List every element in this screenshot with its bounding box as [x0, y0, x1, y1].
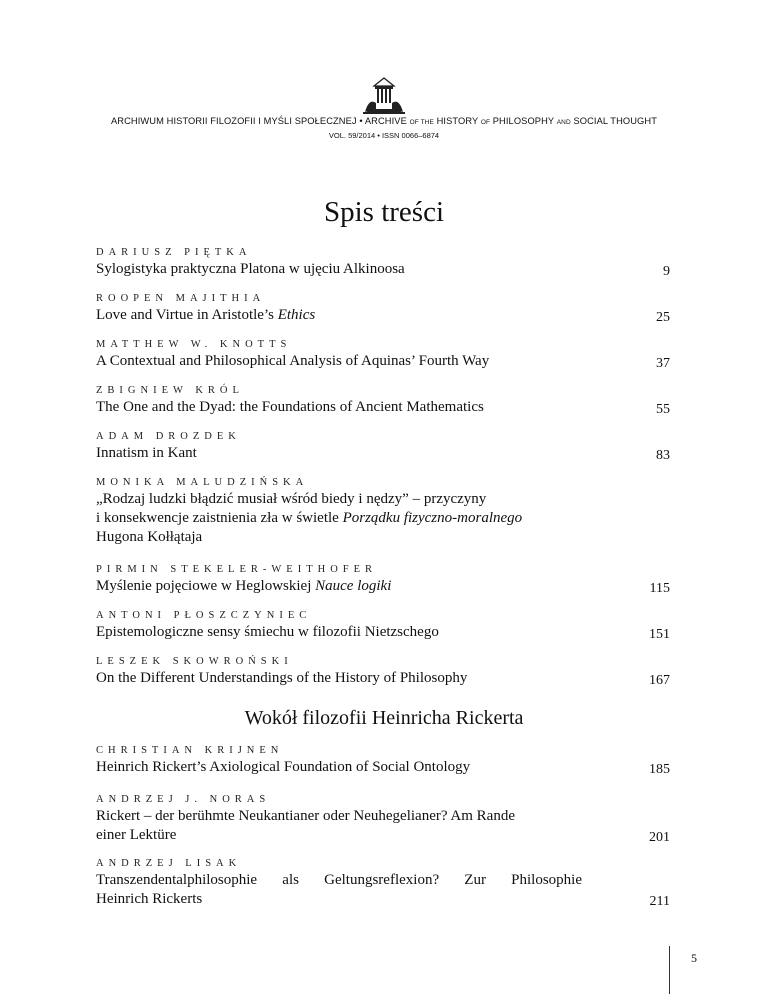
- entry-author: ANDRZEJ LISAK: [96, 858, 242, 869]
- entry-page: 55: [656, 402, 670, 417]
- entry-title[interactable]: A Contextual and Philosophical Analysis of Aquinas’ Fourth Way: [96, 353, 490, 369]
- entry-author: LESZEK SKOWROŃSKI: [96, 656, 293, 667]
- toc-entry[interactable]: [96, 338, 670, 371]
- entry-author: MONIKA MALUDZIŃSKA: [96, 477, 309, 488]
- toc-entry[interactable]: [96, 430, 670, 463]
- journal-logo-icon: [361, 76, 407, 116]
- toc-entry[interactable]: [96, 655, 670, 688]
- entry-page: 167: [649, 673, 670, 688]
- toc-entry[interactable]: [96, 563, 670, 596]
- volume-issn: VOL. 59/2014 • ISSN 0066–6874: [328, 131, 440, 140]
- toc-entry[interactable]: [96, 609, 670, 642]
- entry-page: 25: [656, 310, 670, 325]
- section-title: Wokół filozofii Heinricha Rickerta: [244, 707, 524, 729]
- entry-title-line[interactable]: Heinrich Rickerts: [96, 891, 203, 907]
- entry-title[interactable]: Myślenie pojęciowe w Heglowskiej Nauce logiki: [96, 578, 392, 594]
- entry-title[interactable]: Innatism in Kant: [96, 445, 197, 461]
- entry-title[interactable]: Sylogistyka praktyczna Platona w ujęciu Alkinoosa: [96, 261, 405, 277]
- entry-page: 185: [649, 762, 670, 777]
- toc-entry[interactable]: [96, 384, 670, 417]
- toc-title: Spis treści: [323, 196, 445, 228]
- page-number: 5: [691, 951, 697, 965]
- toc-entry[interactable]: [96, 292, 670, 325]
- toc-entry[interactable]: [96, 744, 670, 777]
- journal-name: ARCHIWUM HISTORII FILOZOFII I MYŚLI SPOŁECZNEJ • ARCHIVE OF THE HISTORY OF PHILOSOPHY AND SOCIAL THOUGHT: [111, 116, 657, 126]
- entry-page: 37: [656, 356, 670, 371]
- entry-title-line[interactable]: Hugona Kołłątaja: [96, 529, 203, 545]
- entry-page: 115: [649, 581, 670, 596]
- entry-page: 201: [649, 830, 670, 845]
- entry-author: ANTONI PŁOSZCZYNIEC: [96, 610, 312, 621]
- entry-title[interactable]: The One and the Dyad: the Foundations of Ancient Mathematics: [96, 399, 484, 415]
- entry-page: 9: [663, 264, 670, 279]
- margin-rule: [669, 946, 670, 994]
- entry-author: ZBIGNIEW KRÓL: [96, 385, 244, 396]
- entry-page: 83: [656, 448, 670, 463]
- entry-author: DARIUSZ PIĘTKA: [96, 247, 252, 258]
- toc-entry[interactable]: [96, 246, 670, 279]
- entry-author: ADAM DROZDEK: [96, 431, 241, 442]
- toc-entry[interactable]: [96, 476, 670, 547]
- entry-title[interactable]: Heinrich Rickert’s Axiological Foundation of Social Ontology: [96, 759, 471, 775]
- entry-author: MATTHEW W. KNOTTS: [96, 339, 292, 350]
- toc-entry[interactable]: [96, 857, 670, 909]
- toc-entry[interactable]: [96, 793, 670, 845]
- entry-title[interactable]: On the Different Understandings of the History of Philosophy: [96, 670, 468, 686]
- entry-page: 211: [649, 894, 670, 909]
- entry-title[interactable]: Love and Virtue in Aristotle’s Ethics: [96, 307, 316, 323]
- entry-author: ROOPEN MAJITHIA: [96, 293, 266, 304]
- entry-author: ANDRZEJ J. NORAS: [96, 794, 271, 805]
- entry-title-line[interactable]: Transzendentalphilosophie als Geltungsreflexion? Zur Philosophie: [96, 872, 582, 888]
- entry-title[interactable]: Epistemologiczne sensy śmiechu w filozofii Nietzschego: [96, 624, 439, 640]
- entry-page: 151: [649, 627, 670, 642]
- entry-title-line[interactable]: Rickert – der berühmte Neukantianer oder Neuhegelianer? Am Rande: [96, 808, 515, 824]
- entry-title-line[interactable]: „Rodzaj ludzki błądzić musiał wśród biedy i nędzy” – przyczyny: [96, 491, 487, 507]
- entry-title-line[interactable]: i konsekwencje zaistnienia zła w świetle Porządku fizyczno-moralnego: [96, 510, 523, 526]
- entry-author: PIRMIN STEKELER-WEITHOFER: [96, 564, 378, 575]
- entry-author: CHRISTIAN KRIJNEN: [96, 745, 284, 756]
- entry-title-line[interactable]: einer Lektüre: [96, 827, 177, 843]
